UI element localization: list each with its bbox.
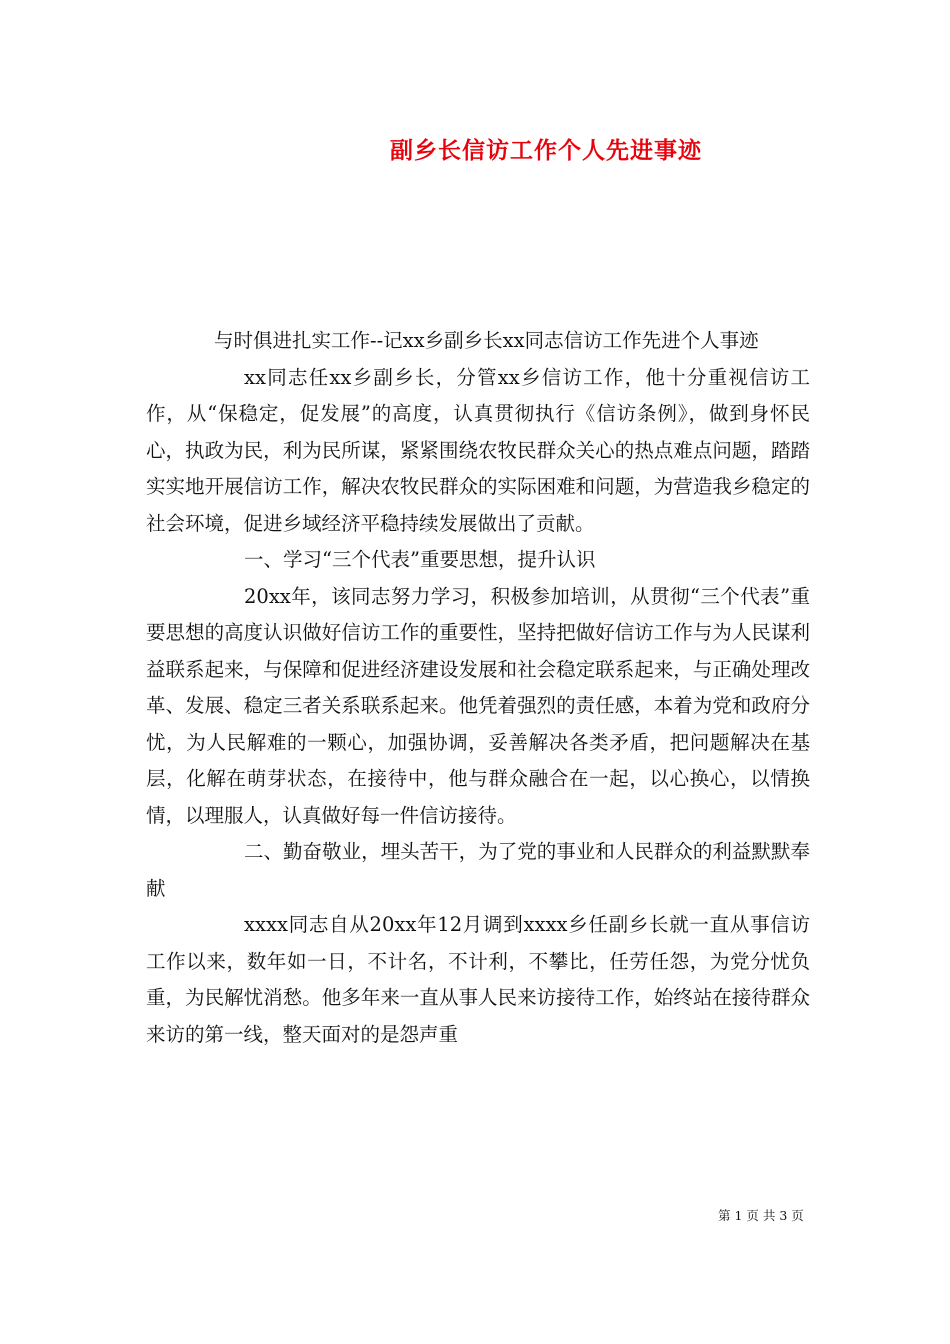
paragraph-section-2: xxxx同志自从20xx年12月调到xxxx乡任副乡长就一直从事信访工作以来，数年如一日，不计名，不计利，不攀比，任劳任怨，为党分忧负重，为民解忧消愁。他多年来一直从事人民来访接待工作，始终站在接待群众来访的第一线，整天面对的是怨声重 xyxy=(146,913,810,1046)
document-body xyxy=(146,323,810,1053)
paragraph-subtitle: 与时俱进扎实工作--记xx乡副乡长xx同志信访工作先进个人事迹 xyxy=(214,329,759,352)
paragraph-intro: xx同志任xx乡副乡长，分管xx乡信访工作，他十分重视信访工作，从“保稳定，促发展”的高度，认真贯彻执行《信访条例》，做到身怀民心，执政为民，利为民所谋，紧紧围绕农牧民群众关心的热点难点问题，踏踏实实地开展信访工作，解决农牧民群众的实际困难和问题，为营造我乡稳定的社会环境，促进乡域经济平稳持续发展做出了贡献。 xyxy=(146,365,810,535)
page-number-footer: 第 1 页 共 3 页 xyxy=(718,1208,804,1223)
document-title: 副乡长信访工作个人先进事迹 xyxy=(390,137,702,164)
section-heading-2: 二、勤奋敬业，埋头苦干，为了党的事业和人民群众的利益默默奉献 xyxy=(146,840,810,900)
paragraph-section-1: 20xx年，该同志努力学习，积极参加培训，从贯彻“三个代表”重要思想的高度认识做好信访工作的重要性，坚持把做好信访工作与为人民谋利益联系起来，与保障和促进经济建设发展和社会稳定联系起来，与正确处理改革、发展、稳定三者关系联系起来。他凭着强烈的责任感，本着为党和政府分忧，为人民解难的一颗心，加强协调，妥善解决各类矛盾，把问题解决在基层，化解在萌芽状态，在接待中，他与群众融合在一起，以心换心，以情换情，以理服人，认真做好每一件信访接待。 xyxy=(146,584,810,827)
section-heading-1: 一、学习“三个代表”重要思想，提升认识 xyxy=(244,548,596,571)
